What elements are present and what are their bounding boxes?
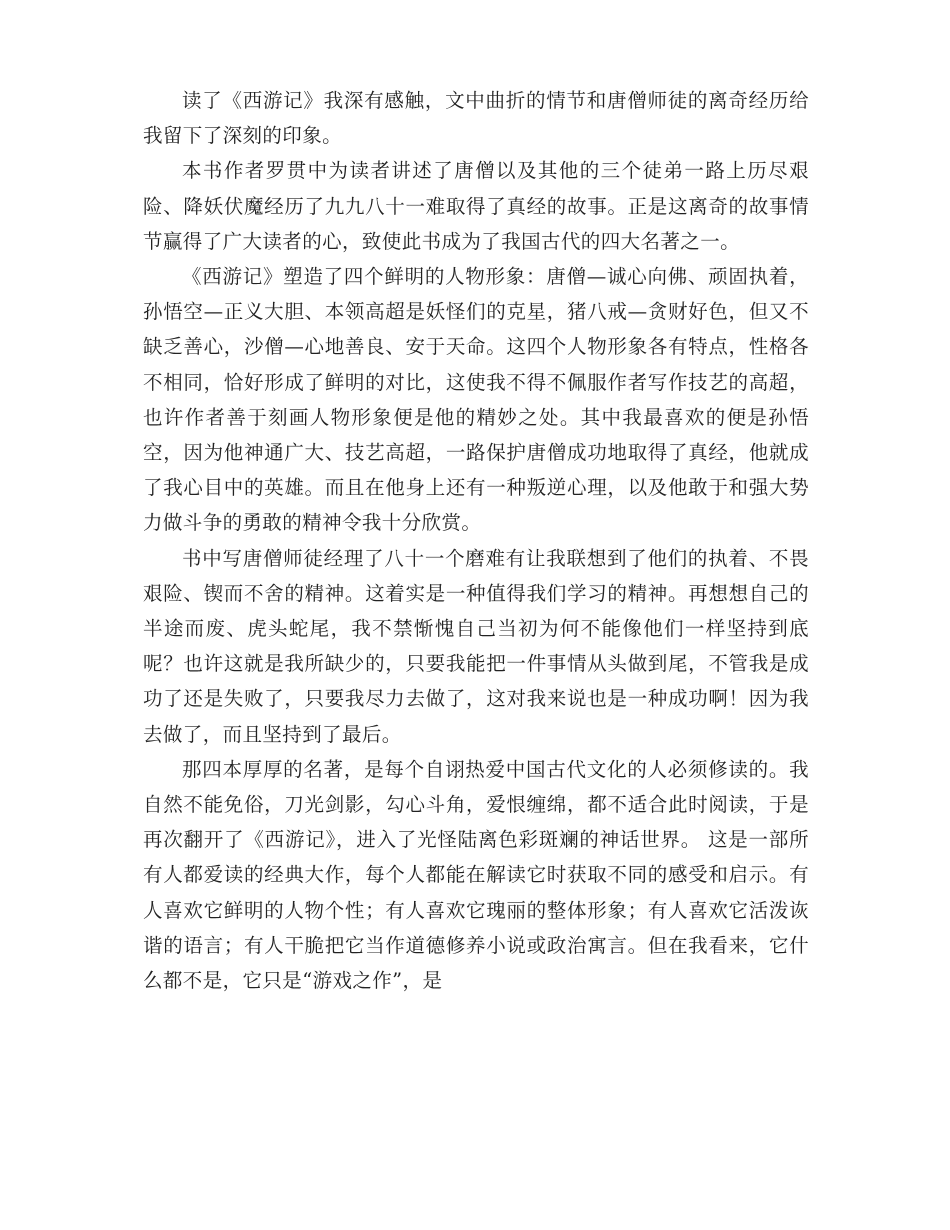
paragraph-4: 书中写唐僧师徒经理了八十一个磨难有让我联想到了他们的执着、不畏艰险、锲而不舍的精神。这着实是一种值得我们学习的精神。再想想自己的半途而废、虎头蛇尾，我不禁惭愧自己当初为何不能像他们一样坚持到底呢？也许这就是我所缺少的，只要我能把一件事情从头做到尾，不管我是成功了还是失败了，只要我尽力去做了，这对我来说也是一种成功啊！因为我去做了，而且坚持到了最后。 bbox=[143, 546, 809, 746]
paragraph-5: 那四本厚厚的名著，是每个自诩热爱中国古代文化的人必须修读的。我自然不能免俗，刀光剑影，勾心斗角，爱恨缠绵，都不适合此时阅读，于是再次翻开了《西游记》，进入了光怪陆离色彩斑斓的神话世界。 这是一部所有人都爱读的经典大作，每个人都能在解读它时获取不同的感受和启示。有人喜欢它鲜明的人物个性；有人喜欢它瑰丽的整体形象；有人喜欢它活泼诙谐的语言；有人干脆把它当作道德修养小说或政治寓言。但在我看来，它什么都不是，它只是“游戏之作”，是 bbox=[143, 757, 809, 993]
document-body bbox=[143, 83, 809, 998]
paragraph-3: 《西游记》塑造了四个鲜明的人物形象：唐僧—诚心向佛、顽固执着，孙悟空—正义大胆、本领高超是妖怪们的克星，猪八戒—贪财好色，但又不缺乏善心，沙僧—心地善良、安于天命。这四个人物形象各有特点，性格各不相同，恰好形成了鲜明的对比，这使我不得不佩服作者写作技艺的高超，也许作者善于刻画人物形象便是他的精妙之处。其中我最喜欢的便是孙悟空，因为他神通广大、技艺高超，一路保护唐僧成功地取得了真经，他就成了我心目中的英雄。而且在他身上还有一种叛逆心理，以及他敢于和强大势力做斗争的勇敢的精神令我十分欣赏。 bbox=[143, 265, 809, 535]
paragraph-2: 本书作者罗贯中为读者讲述了唐僧以及其他的三个徒弟一路上历尽艰险、降妖伏魔经历了九九八十一难取得了真经的故事。正是这离奇的故事情节赢得了广大读者的心，致使此书成为了我国古代的四大名著之一。 bbox=[143, 159, 809, 253]
paragraph-1: 读了《西游记》我深有感触，文中曲折的情节和唐僧师徒的离奇经历给我留下了深刻的印象。 bbox=[143, 89, 809, 148]
